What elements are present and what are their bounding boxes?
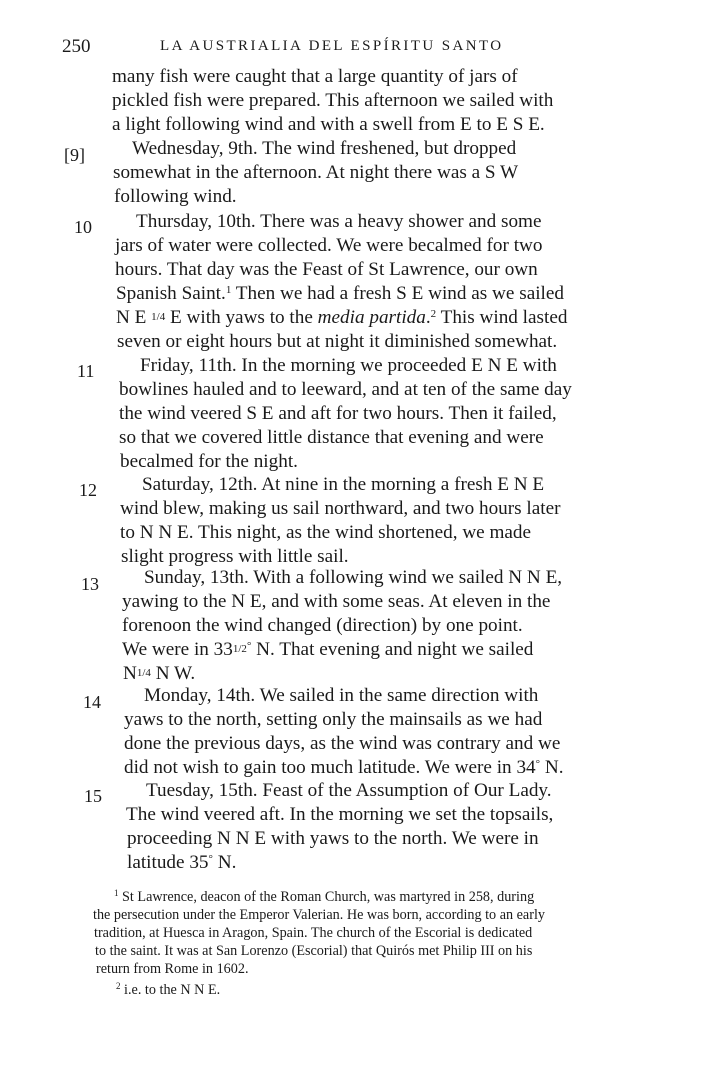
text-line: yaws to the north, setting only the mainsails as we had [124, 709, 543, 730]
text-line: many fish were caught that a large quantity of jars of [112, 66, 518, 87]
italic-term: media partida [317, 307, 426, 328]
page-number: 250 [62, 36, 91, 57]
text-line: slight progress with little sail. [121, 546, 349, 567]
footnote-line: tradition, at Huesca in Aragon, Spain. The church of the Escorial is dedicated [94, 925, 533, 941]
fraction: 1/4 [136, 667, 151, 679]
footnote-line: the persecution under the Emperor Valerian. He was born, according to an early [93, 907, 545, 923]
text-line: Thursday, 10th. There was a heavy shower and some [136, 211, 542, 232]
margin-day-number: [9] [64, 145, 85, 165]
text-line: jars of water were collected. We were becalmed for two [115, 235, 543, 256]
text-line: yawing to the N E, and with some seas. At eleven in the [122, 591, 551, 612]
text-line: following wind. [114, 186, 237, 207]
text-line: to N N E. This night, as the wind shortened, we made [120, 522, 532, 543]
text-line: We were in 331/2° N. That evening and night we sailed [122, 639, 534, 660]
fraction: 1/4 [151, 311, 166, 323]
margin-day-number: 11 [77, 361, 95, 381]
footnote-line: return from Rome in 1602. [96, 961, 249, 977]
text-line: latitude 35° N. [127, 852, 237, 873]
text-line: done the previous days, as the wind was contrary and we [124, 733, 561, 754]
footnote-marker: 2 [116, 981, 121, 991]
text-line: wind blew, making us sail northward, and two hours later [120, 498, 561, 519]
footnote-1: $^1$ St Lawrence, deacon of the Roman Church, was martyred in 258, during [114, 888, 535, 905]
text-line: the wind veered S E and aft for two hours. Then it failed, [119, 403, 557, 424]
text-line: Monday, 14th. We sailed in the same direction with [144, 685, 539, 706]
text-line: The wind veered aft. In the morning we set the topsails, [126, 804, 554, 825]
degree-sign: ° [535, 758, 541, 770]
degree-sign: ° [246, 640, 252, 652]
footnote-marker: 1 [225, 284, 232, 296]
margin-day-number: 10 [74, 217, 92, 237]
footnote-line: to the saint. It was at San Lorenzo (Escorial) that Quirós met Philip III on his [95, 943, 533, 959]
fraction: 1/2 [232, 643, 247, 655]
text-line: somewhat in the afternoon. At night there was a S W [113, 162, 519, 183]
text-line: proceeding N N E with yaws to the north. We were in [127, 828, 539, 849]
footnote-marker: 1 [114, 888, 119, 898]
running-header [62, 36, 662, 58]
text-line: bowlines hauled and to leeward, and at ten of the same day [119, 379, 572, 400]
text-line: a light following wind and with a swell from E to E S E. [112, 114, 545, 135]
text-line: N1/4 N W. [123, 663, 196, 684]
text-line: Friday, 11th. In the morning we proceeded E N E with [140, 355, 557, 376]
text-line: did not wish to gain too much latitude. We were in 34° N. [124, 757, 564, 778]
text-line: Sunday, 13th. With a following wind we sailed N N E, [144, 567, 563, 588]
text-line: becalmed for the night. [120, 451, 298, 472]
text-line: Saturday, 12th. At nine in the morning a fresh E N E [142, 474, 545, 495]
text-line: N E 1/4 E with yaws to the media partida.$^2$ This wind lasted [116, 307, 568, 328]
text-line: Spanish Saint.$^1$ Then we had a fresh S E wind as we sailed [116, 283, 564, 304]
margin-day-number: 12 [79, 480, 97, 500]
text-line: hours. That day was the Feast of St Lawrence, our own [115, 259, 538, 280]
text-line: pickled fish were prepared. This afternoon we sailed with [112, 90, 554, 111]
text-line: forenoon the wind changed (direction) by one point. [122, 615, 523, 636]
text-line: Wednesday, 9th. The wind freshened, but dropped [132, 138, 517, 159]
margin-day-number: 13 [81, 574, 99, 594]
degree-sign: ° [208, 853, 213, 865]
text-line: Tuesday, 15th. Feast of the Assumption of Our Lady. [146, 780, 552, 801]
margin-day-number: 14 [83, 692, 101, 712]
text-line: so that we covered little distance that evening and were [119, 427, 544, 448]
footnote-marker: 2 [430, 308, 437, 320]
margin-day-number: 15 [84, 786, 102, 806]
footnote-2: $^2$ i.e. to the N N E. [116, 981, 221, 998]
text-line: seven or eight hours but at night it diminished somewhat. [117, 331, 558, 352]
running-head-title: LA AUSTRIALIA DEL ESPÍRITU SANTO [160, 38, 504, 54]
